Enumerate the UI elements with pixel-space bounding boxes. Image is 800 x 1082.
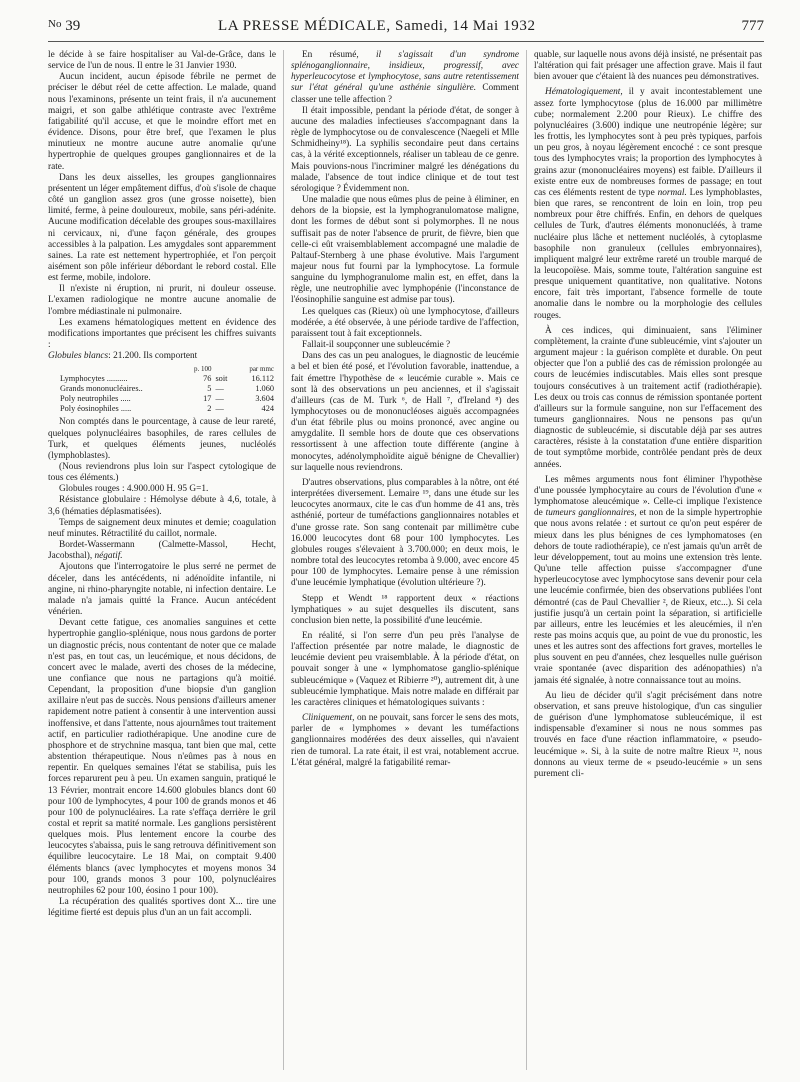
paragraph: En réalité, si l'on serre d'un peu près l'analyse de l'affection présentée par notre malade, le diagnostic de leucémie devient peu vraisemblable. À la période d'état, on pouvait songer à une « lymphomatose ganglio-splénique subleucémique » (Vaquez et Ribierre ²⁰), autrement dit, à une subleucémie lymphatique. Mais notre malade en différait par les caractères cliniques et hématologiques suivants :	[291, 630, 519, 708]
paragraph: La récupération des qualités sportives dont X... tire une légitime fierté est depuis plus d'un an un fait accompli.	[48, 897, 276, 919]
paragraph: Aucun incident, aucun épisode fébrile ne permet de préciser le début réel de cette affection. Le malade, quand nous l'examinons, présente un teint frais, il n'a aucunement maigri, et son galbe athlétique contraste avec l'extrême fatigabilité qu'il accuse, et que le moindre effort met en évidence. Disons, pour être bref, que l'examen le plus minutieux ne montre aucune autre anomalie qu'une hypertrophie de quelques groupes ganglionnaires et de la rate.	[48, 72, 276, 172]
column-2	[291, 50, 519, 1074]
paragraph: Il était impossible, pendant la période d'état, de songer à aucune des maladies infectieuses s'accompagnant dans la règle de lymphocytose ou de convalescence (Naegeli et Mlle Schmidheiny¹⁸). La syphilis secondaire peut dans certains cas, à la vérité exceptionnels, réaliser un tableau de ce genre. Mais pouvions-nous l'incriminer malgré les dénégations du malade, l'absence de tout indice clinique et de tout test sérologique ? Évidemment non.	[291, 105, 519, 194]
table-row: Lymphocytes .......... 76 soit 16.112	[60, 374, 274, 384]
globules-blancs-line: Globules blancs: 21.200. Ils comportent	[48, 351, 198, 362]
header-rule	[48, 41, 764, 42]
summary-paragraph: En résumé, il s'agissait d'un syndrome splénoganglionnaire, insidieux, progressif, avec hyperleucocytose et lymphocytose, sans autre retentissement sur l'état général qu'une asthénie singulière. Comment classer une telle affection ?	[291, 50, 519, 105]
paragraph: Cliniquement, on ne pouvait, sans forcer le sens des mots, parler de « lymphomes » devant les tuméfactions ganglionnaires modérées des deux aisselles, qui n'avaient rien de tumoral. La rate était, il est vrai, notablement accrue. L'état général, malgré la fatigabilité remar-	[291, 713, 519, 768]
issue-number: $^{No}$ 39	[48, 18, 81, 34]
paragraph: le décide à se faire hospitaliser au Val-de-Grâce, dans le service de l'un de nous. Il entre le 31 Janvier 1930.	[48, 50, 276, 72]
column-header: par mmc	[249, 365, 274, 374]
paragraph: Non comptés dans le pourcentage, à cause de leur rareté, quelques polynucléaires basophiles, de rares cellules de Turk, et quelques éléments jeunes, nucléolés (lymphoblastes).	[48, 417, 276, 461]
column-header: p. 100	[193, 365, 212, 374]
paragraph: Les mêmes arguments nous font éliminer l'hypothèse d'une poussée lymphocytaire au cours de l'évolution d'une « lymphomatose aleucémique ». Celle-ci implique l'existence de tumeurs ganglionnaires, et non de la simple hypertrophie que nous avons relatée : et surtout ce qu'on peut espérer de mieux dans les plus bénignes de ces lymphomatoses (en dehors de toute radiothérapie), ce n'est jamais qu'un arrêt de leur développement, tout au moins une extension très lente. Qu'une telle affection puisse s'accompagner d'une hyperleucocytose avec lymphocytose sans devenir pour cela une leucémie confirmée, bien des observations publiées l'ont démontré (cas de Paul Chevallier ², de Rieux, etc...). Si cela justifie jusqu'à un certain point la séparation, si artificielle par ailleurs, entre les leucémies et les aleucémies, il n'en reste pas moins acquis que, au point de vue du pronostic, les unes et les autres sont des affections fort graves, mortelles le plus souvent en peu d'années, chez lesquelles nulle guérison vraie spontanée (avec disparition des adénopathies) n'a jamais été signalée, à notre connaissance tout au moins.	[534, 474, 762, 686]
paragraph: Dans les deux aisselles, les groupes ganglionnaires présentent un léger empâtement diffus, d'où s'isole de chaque côté un ganglion assez gros (une grosse noisette), bien limité, ferme, à peine douloureux, mobile, sans péri-adénite. Aucune modification décelable des groupes sous-maxillaires ni cervicaux, ni, d'une façon générale, des groupes accessibles à la palpation. Les amygdales sont apparemment saines. La rate est nettement hypertrophiée, et l'on perçoit aisément son pôle inférieur débordant le rebord costal. Elle est ferme, mobile, indolore.	[48, 172, 276, 284]
column-3	[534, 50, 762, 1074]
paragraph: Hématologiquement, il y avait incontestablement une assez forte lymphocytose (plus de 16.000 par millimètre cube; normalement 2.200 pour Rieux). Le chiffre des polynucléaires (3.600) indique une neutropénie légère; sur les frottis, les lymphocytes sont à peu près typiques, parfois un peu gros, à noyau légèrement encoché : ce sont presque tous des lymphocytes vrais; la proportion des lymphocytes à grains azur (mononucléaires moyens) est faible. D'ailleurs il existe entre eux de nombreuses formes de passage; en tout cas ces éléments restent de type normal. Les lymphoblastes, bien que rares, se rencontrent de loin en loin, trop peu nombreux pour être chiffrés. Enfin, en dehors de quelques cellules de Turk, d'autres éléments mononucléés, à trame nucléaire plus lâche et nettement nucléolés, à cytoplasme basophile non granuleux (cellules embryonnaires), impliquent malgré leur extrême rareté un trouble marqué de la leucopoïèse. Mais, somme toute, l'altération sanguine est presque uniquement quantitative, non qualitative. Notons encore, fait très important, l'absence formelle de toute anomalie dans le nombre ou la morphologie des cellules rouges.	[534, 87, 762, 321]
page-header	[48, 14, 764, 42]
paragraph: D'autres observations, plus comparables à la nôtre, ont été interprétées diversement. Lemaire ¹⁹, dans une étude sur les leucocytes anormaux, cite le cas d'un homme de 41 ans, très asthénié, porteur de tuméfactions ganglionnaires notables et d'une grosse rate. Son sang contenait par millimètre cube 16.000 leucocytes dont 68 pour 100 lymphocytes. Les globules rouges s'élevaient à 3.700.000; en deux mois, le nombre total des leucocytes retomba à 9.000, avec encore 45 pour 100 de lymphocytes. Lemaire pense à une rémission d'une leucémie lymphatique (évolution ultérieure ?).	[291, 477, 519, 589]
table-row: Poly neutrophiles ..... 17 — 3.604	[60, 394, 274, 404]
table-row: Poly éosinophiles ..... 2 — 424	[60, 404, 274, 414]
paragraph: Les examens hématologiques mettent en évidence des modifications importantes que précisent les chiffres suivants :	[48, 317, 276, 351]
column-divider	[283, 50, 284, 1070]
paragraph: Devant cette fatigue, ces anomalies sanguines et cette hypertrophie ganglio-splénique, nous nous gardons de porter un diagnostic précis, nous contentant de noter que ce malade n'est pas, en tout cas, un leucémique, et nous décidons, de concert avec le malade, averti des choses de la médecine, une confiance que nous ne partagions qu'à moitié. Cependant, la proposition d'une biopsie d'un ganglion axillaire n'eut pas de succès. Nous pensions d'ailleurs amener rapidement notre patient à consentir à une intervention aussi inoffensive, et dans l'attente, nous ajournâmes tout traitement actif, en particulier radiothérapique. Une anodine cure de phosphore et de strychnine masqua, tant bien que mal, cette abstention thérapeutique. Nous n'eûmes pas à nous en repentir. En quelques semaines l'état se stabilisa, puis les forces reparurent peu à peu. Un examen sanguin, pratiqué le 13 Février, montrait encore 14.600 globules blancs dont 60 pour 100 de lymphocytes, 4 pour 100 de grands monos et 46 pour 100 de polynucléaires. La rate s'effaça derrière le gril costal et reprit sa matité normale. Les ganglions persistèrent quelques mois. Plus lentement encore la courbe des leucocytes s'abaissa, puis le sang retrouva définitivement son équilibre leucocytaire. Le 18 Mai, on comptait 9.400 éléments blancs (avec lymphocytes et moyens monos 34 pour 100, grands monos 3 pour 100, polynucléaires neutrophiles 62 pour 100, éosino 1 pour 100).	[48, 618, 276, 896]
paragraph: Dans des cas un peu analogues, le diagnostic de leucémie a bel et bien été posé, et l'évolution favorable, inattendue, a fait émettre l'hypothèse de « leucémie curable ». Mais ce sont là des observations un peu anciennes, et il s'agissait d'ailleurs (cas de M. Turk ⁶, de Hall ⁷, d'Ireland ⁸) des lymphocytoses ou de mononucléoses aiguës accompagnées d'un état fébrile plus ou moins prononcé, avec angine ou amygdalite. Il semble hors de doute que ces observations ressortissent à une affection toute différente (angine à monocytes, adénolymphoïdite aiguë bénigne de Chevallier) sur laquelle nous reviendrons.	[291, 351, 519, 473]
paragraph: Fallait-il soupçonner une subleucémie ?	[302, 340, 451, 351]
paragraph: Stepp et Wendt ¹⁸ rapportent deux « réactions lymphatiques » au sujet desquelles ils discutent, sans conclusion bien nette, la possibilité d'une leucémie.	[291, 593, 519, 626]
paragraph: À ces indices, qui diminuaient, sans l'éliminer complètement, la crainte d'une subleucémie, vint s'ajouter un argument majeur : la guérison complète et durable. On peut objecter que l'on a publié des cas de rémission prolongée au cours de leucémies indiscutables. Mais elles sont presque toujours consécutives à un traitement actif (radiothérapie). Les deux ou trois cas connus de rémission spontanée portent d'ailleurs sur la formule sanguine, non sur l'effacement des tumeurs ganglionnaires. Nous ne pensons pas qu'un diagnostic de subleucémie, si discutable déjà par ses autres caractères, résiste à la constatation d'une entière disparition de tout symptôme morbide, contrôlée pendant près de deux années.	[534, 325, 762, 470]
paragraph: Ajoutons que l'interrogatoire le plus serré ne permet de déceler, dans les antécédents, ni adénoïdite infantile, ni angine, ni rhino-pharyngite notable, ni infection dentaire. Le malade n'a jamais quitté la France. Aucun antécédent vénérien.	[48, 562, 276, 618]
paragraph: Une maladie que nous eûmes plus de peine à éliminer, en dehors de la biopsie, est la lymphogranulomatose maligne, dont les formes de début sont si polymorphes. Il ne nous suffisait pas de noter l'absence de prurit, de fièvre, bien que celle-ci eût vraisemblablement accompagné une maladie de Paltauf-Sternberg à une phase évolutive. Mais l'argument majeur nous fut fourni par la lymphocytose. La formule sanguine du lymphogranulome malin est, en effet, dans la règle, une neutrophilie avec lymphopénie (l'inconstance de l'éosinophilie sanguine est admise par tous).	[291, 195, 519, 306]
paragraph: quable, sur laquelle nous avons déjà insisté, ne présentait pas l'altération qui fait présager une affection grave. Mais il faut bien avouer que c'étaient là des nuances peu démonstratives.	[534, 50, 762, 83]
paragraph: Il n'existe ni éruption, ni prurit, ni douleur osseuse. L'examen radiologique ne montre aucune anomalie de l'ombre médiastinale ni pulmonaire.	[48, 284, 276, 317]
paragraph: Résistance globulaire : Hémolyse débute à 4,6, totale, à 3,6 (hématies déplasmatisées).	[48, 495, 276, 517]
paragraph: Au lieu de décider qu'il s'agit précisément dans notre observation, et sans preuve histologique, d'un cas singulier de guérison d'une lymphomatose subleucémique, il est indispensable d'examiner si nous ne nous sommes pas trouvés en face d'une réaction inflammatoire, « pseudo-leucémique ». Si, à la suite de notre maître Rieux ¹², nous donnons au vieux terme de « pseudo-leucémie » un sens purement cli-	[534, 690, 762, 779]
paragraph: Bordet-Wassermann (Calmette-Massol, Hecht, Jacobsthal), négatif.	[48, 540, 276, 562]
column-divider	[526, 50, 527, 1070]
leukocyte-count-table	[48, 364, 276, 414]
table-header-row	[48, 364, 276, 374]
table-row: Grands mononucléaires.. 5 — 1.060	[60, 384, 274, 394]
paragraph: Temps de saignement deux minutes et demie; coagulation neuf minutes. Rétractilité du caillot, normale.	[48, 517, 276, 539]
journal-title: LA PRESSE MÉDICALE, Samedi, 14 Mai 1932	[218, 18, 536, 34]
paragraph: Les quelques cas (Rieux) où une lymphocytose, d'ailleurs modérée, a été observée, à une période tardive de l'affection, paraissent tout à fait exceptionnels.	[291, 306, 519, 339]
page-number: 777	[741, 18, 764, 34]
paragraph: Globules rouges : 4.900.000 H. 95 G=1.	[59, 484, 209, 495]
paragraph: (Nous reviendrons plus loin sur l'aspect cytologique de tous ces éléments.)	[48, 462, 276, 484]
column-1	[48, 50, 276, 1074]
